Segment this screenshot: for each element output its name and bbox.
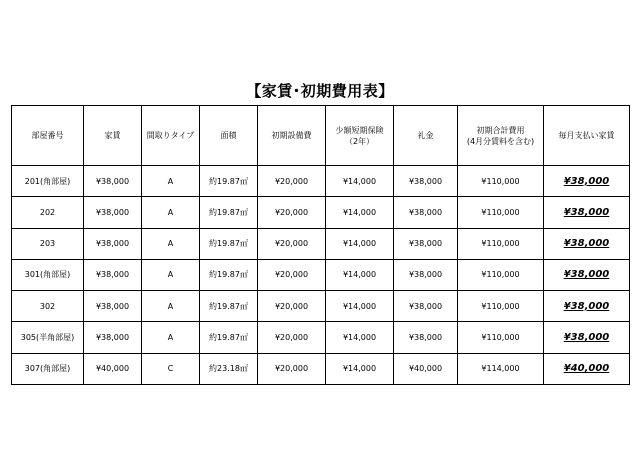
cell-insurance: ¥14,000 — [326, 228, 394, 259]
cell-area: 約19.87㎡ — [200, 197, 258, 228]
header-row — [12, 106, 630, 166]
cell-layout-type: A — [142, 228, 200, 259]
cell-room-number: 307(角部屋) — [12, 353, 84, 384]
table-row — [12, 228, 630, 259]
cell-key-money: ¥38,000 — [394, 166, 458, 197]
cell-rent: ¥38,000 — [84, 259, 142, 290]
cell-key-money: ¥38,000 — [394, 259, 458, 290]
cell-room-number: 202 — [12, 197, 84, 228]
table-row — [12, 166, 630, 197]
cell-key-money: ¥38,000 — [394, 322, 458, 353]
cell-layout-type: A — [142, 166, 200, 197]
cell-insurance: ¥14,000 — [326, 166, 394, 197]
cell-equipment-fee: ¥20,000 — [258, 322, 326, 353]
table-row — [12, 353, 630, 384]
cell-equipment-fee: ¥20,000 — [258, 353, 326, 384]
cell-room-number: 203 — [12, 228, 84, 259]
table-row — [12, 197, 630, 228]
cell-room-number: 302 — [12, 291, 84, 322]
cell-equipment-fee: ¥20,000 — [258, 166, 326, 197]
table-row — [12, 322, 630, 353]
cell-equipment-fee: ¥20,000 — [258, 197, 326, 228]
cell-room-number: 305(半角部屋) — [12, 322, 84, 353]
cell-monthly-rent: ¥38,000 — [544, 291, 630, 322]
cell-monthly-rent: ¥38,000 — [544, 166, 630, 197]
cell-area: 約19.87㎡ — [200, 322, 258, 353]
cell-rent: ¥38,000 — [84, 166, 142, 197]
cell-area: 約19.87㎡ — [200, 166, 258, 197]
cell-initial-total: ¥110,000 — [458, 197, 544, 228]
cell-insurance: ¥14,000 — [326, 353, 394, 384]
cell-key-money: ¥38,000 — [394, 197, 458, 228]
cell-insurance: ¥14,000 — [326, 322, 394, 353]
cell-insurance: ¥14,000 — [326, 291, 394, 322]
cell-key-money: ¥38,000 — [394, 291, 458, 322]
cell-room-number: 201(角部屋) — [12, 166, 84, 197]
cell-layout-type: A — [142, 197, 200, 228]
header-area: 面積 — [200, 106, 258, 166]
cell-equipment-fee: ¥20,000 — [258, 259, 326, 290]
cell-room-number: 301(角部屋) — [12, 259, 84, 290]
cell-area: 約19.87㎡ — [200, 259, 258, 290]
header-initial-total: 初期合計費用 (4月分賃料を含む) — [458, 106, 544, 166]
cell-initial-total: ¥110,000 — [458, 228, 544, 259]
cell-layout-type: A — [142, 259, 200, 290]
cell-area: 約19.87㎡ — [200, 291, 258, 322]
cell-initial-total: ¥110,000 — [458, 322, 544, 353]
cell-monthly-rent: ¥38,000 — [544, 322, 630, 353]
cell-rent: ¥38,000 — [84, 291, 142, 322]
cell-key-money: ¥38,000 — [394, 228, 458, 259]
table-row — [12, 291, 630, 322]
cell-rent: ¥38,000 — [84, 197, 142, 228]
cell-layout-type: A — [142, 322, 200, 353]
cell-rent: ¥38,000 — [84, 322, 142, 353]
header-room-number: 部屋番号 — [12, 106, 84, 166]
cell-insurance: ¥14,000 — [326, 259, 394, 290]
table-row — [12, 259, 630, 290]
cell-area: 約19.87㎡ — [200, 228, 258, 259]
cell-rent: ¥40,000 — [84, 353, 142, 384]
cell-initial-total: ¥114,000 — [458, 353, 544, 384]
cell-monthly-rent: ¥38,000 — [544, 228, 630, 259]
header-initial-equipment-fee: 初期設備費 — [258, 106, 326, 166]
cell-area: 約23.18㎡ — [200, 353, 258, 384]
cell-monthly-rent: ¥40,000 — [544, 353, 630, 384]
cell-initial-total: ¥110,000 — [458, 259, 544, 290]
cell-rent: ¥38,000 — [84, 228, 142, 259]
cell-initial-total: ¥110,000 — [458, 291, 544, 322]
cell-monthly-rent: ¥38,000 — [544, 259, 630, 290]
cell-layout-type: A — [142, 291, 200, 322]
header-monthly-rent: 毎月支払い家賃 — [544, 106, 630, 166]
cell-monthly-rent: ¥38,000 — [544, 197, 630, 228]
cell-equipment-fee: ¥20,000 — [258, 228, 326, 259]
rent-table — [11, 105, 630, 385]
header-layout-type: 間取りタイプ — [142, 106, 200, 166]
cell-initial-total: ¥110,000 — [458, 166, 544, 197]
page-title: 【家賃･初期費用表】 — [246, 82, 394, 100]
header-rent: 家賃 — [84, 106, 142, 166]
cell-layout-type: C — [142, 353, 200, 384]
header-short-term-insurance: 少額短期保険 （2年） — [326, 106, 394, 166]
cell-key-money: ¥40,000 — [394, 353, 458, 384]
header-key-money: 礼金 — [394, 106, 458, 166]
cell-insurance: ¥14,000 — [326, 197, 394, 228]
cell-equipment-fee: ¥20,000 — [258, 291, 326, 322]
